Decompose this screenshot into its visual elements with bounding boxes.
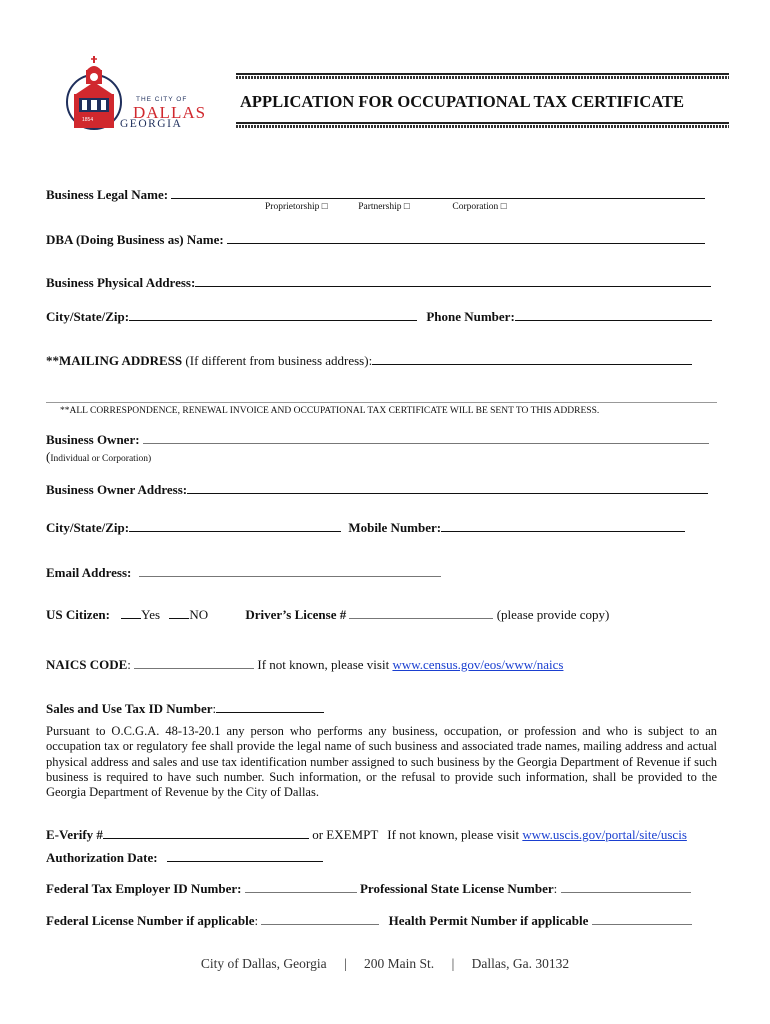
business-owner-label: Business Owner: [46, 432, 140, 447]
authorization-date-label: Authorization Date: [46, 850, 158, 865]
footer-separator: | [343, 956, 347, 971]
exempt-label: or EXEMPT [312, 827, 379, 842]
naics-field[interactable] [134, 656, 254, 669]
owner-type-note-row [46, 448, 151, 466]
owner-city-state-zip-field[interactable] [129, 519, 341, 532]
naics-link[interactable]: www.census.gov/eos/www/naics [392, 657, 564, 672]
email-field[interactable] [139, 564, 441, 577]
fein-field[interactable] [245, 880, 357, 893]
mailing-address-field[interactable] [372, 352, 692, 365]
sales-tax-row [46, 700, 324, 717]
page-footer [0, 956, 770, 972]
business-owner-field[interactable] [143, 431, 709, 444]
federal-license-label: Federal License Number if applicable [46, 913, 255, 928]
entity-type-options [265, 202, 506, 212]
us-citizen-no: NO [189, 607, 209, 622]
naics-label: NAICS CODE [46, 657, 128, 672]
physical-address-label: Business Physical Address: [46, 275, 196, 290]
email-row [46, 564, 441, 581]
sales-tax-colon: : [212, 701, 217, 716]
city-mobile-row [46, 519, 685, 536]
everify-field[interactable] [103, 826, 309, 839]
title-rule-top-dotted [236, 76, 729, 79]
federal-colon: : [254, 913, 259, 928]
mailing-address-row [46, 352, 692, 369]
citizen-license-row [46, 606, 609, 623]
professional-license-label: Professional State License Number [359, 881, 554, 896]
federal-license-row [46, 912, 692, 929]
business-legal-name-label: Business Legal Name: [46, 187, 169, 202]
owner-address-field[interactable] [187, 481, 708, 494]
fein-row [46, 880, 691, 897]
title-rule-bottom-dotted [236, 125, 729, 128]
logo-line3: GEORGIA [120, 118, 183, 130]
checkbox-icon: □ [403, 202, 410, 212]
health-permit-field[interactable] [592, 912, 692, 925]
checkbox-icon: □ [321, 202, 328, 212]
us-citizen-label: US Citizen: [46, 607, 110, 622]
drivers-license-label: Driver’s License # [245, 607, 347, 622]
mobile-label: Mobile Number: [348, 520, 442, 535]
sales-tax-field[interactable] [216, 700, 324, 713]
proprietorship-option[interactable]: Proprietorship □ [265, 202, 328, 212]
correspondence-note: **ALL CORRESPONDENCE, RENEWAL INVOICE AND OCCUPATIONAL TAX CERTIFICATE WILL BE SENT TO THIS ADDRESS. [60, 406, 600, 416]
page-title: APPLICATION FOR OCCUPATIONAL TAX CERTIFICATE [240, 92, 685, 111]
uscis-link[interactable]: www.uscis.gov/portal/site/uscis [522, 827, 687, 842]
mailing-address-note: (If different from business address): [185, 353, 373, 368]
naics-row [46, 656, 563, 673]
business-owner-row [46, 431, 709, 448]
business-legal-name-row [46, 186, 705, 203]
logo-line1: THE CITY OF [136, 96, 188, 103]
corporation-option[interactable]: Corporation □ [452, 202, 507, 212]
ocga-paragraph: Pursuant to O.C.G.A. 48-13-20.1 any person who performs any business, occupation, or profession and who is subject to an occupation tax or regulatory fee shall provide the legal name of such business and associated trade names, mailing address and actual physical address and sales and use tax identification number assigned to such business by the Georgia Department of Revenue if such business is required to have such number. Such information, or the refusal to provide such information, shall be provided to the Georgia Department of Revenue by the City of Dallas. [46, 724, 717, 800]
naics-colon: : [127, 657, 131, 672]
federal-license-field[interactable] [261, 912, 379, 925]
us-citizen-no-blank[interactable] [169, 606, 189, 619]
checkbox-icon: □ [500, 202, 507, 212]
professional-colon: : [553, 881, 558, 896]
business-legal-name-field[interactable] [171, 186, 705, 199]
physical-address-field[interactable] [195, 274, 711, 287]
city-phone-row [46, 308, 712, 325]
everify-label: E-Verify # [46, 827, 103, 842]
fein-label: Federal Tax Employer ID Number: [46, 881, 242, 896]
provide-copy-note: (please provide copy) [496, 607, 610, 622]
city-logo [58, 54, 208, 134]
authorization-date-field[interactable] [167, 849, 323, 862]
phone-label: Phone Number: [426, 309, 515, 324]
footer-address: 200 Main St. [364, 956, 435, 971]
city-state-zip-field[interactable] [129, 308, 417, 321]
drivers-license-field[interactable] [349, 606, 493, 619]
us-citizen-yes-blank[interactable] [121, 606, 141, 619]
seal-text: 1854 [82, 117, 94, 123]
physical-address-row [46, 274, 711, 291]
phone-field[interactable] [515, 308, 712, 321]
naics-help: If not known, please visit [257, 657, 390, 672]
email-label: Email Address: [46, 565, 132, 580]
owner-city-state-zip-label: City/State/Zip: [46, 520, 130, 535]
dba-label: DBA (Doing Business as) Name: [46, 232, 224, 247]
health-permit-label: Health Permit Number if applicable [388, 913, 589, 928]
mobile-field[interactable] [441, 519, 685, 532]
uscis-help: If not known, please visit [387, 827, 520, 842]
mailing-address-label: **MAILING ADDRESS [46, 353, 183, 368]
footer-separator: | [451, 956, 455, 971]
us-citizen-yes: Yes [141, 607, 161, 622]
owner-type-note: Individual or Corporation) [50, 454, 152, 464]
logo-line2: DALLAS [133, 103, 207, 122]
partnership-option[interactable]: Partnership □ [358, 202, 410, 212]
footer-city: City of Dallas, Georgia [200, 956, 327, 971]
dba-field[interactable] [227, 231, 705, 244]
professional-license-field[interactable] [561, 880, 691, 893]
dba-row [46, 231, 705, 248]
title-rule-bottom [236, 122, 729, 124]
title-rule-top [236, 73, 729, 75]
owner-address-label: Business Owner Address: [46, 482, 188, 497]
city-state-zip-label: City/State/Zip: [46, 309, 130, 324]
mailing-address-line2[interactable] [46, 402, 717, 403]
owner-address-row [46, 481, 708, 498]
everify-row [46, 826, 687, 843]
authorization-date-row [46, 849, 323, 866]
owner-paren: ( [46, 449, 51, 464]
sales-tax-label: Sales and Use Tax ID Number [46, 701, 213, 716]
footer-zip: Dallas, Ga. 30132 [471, 956, 570, 971]
